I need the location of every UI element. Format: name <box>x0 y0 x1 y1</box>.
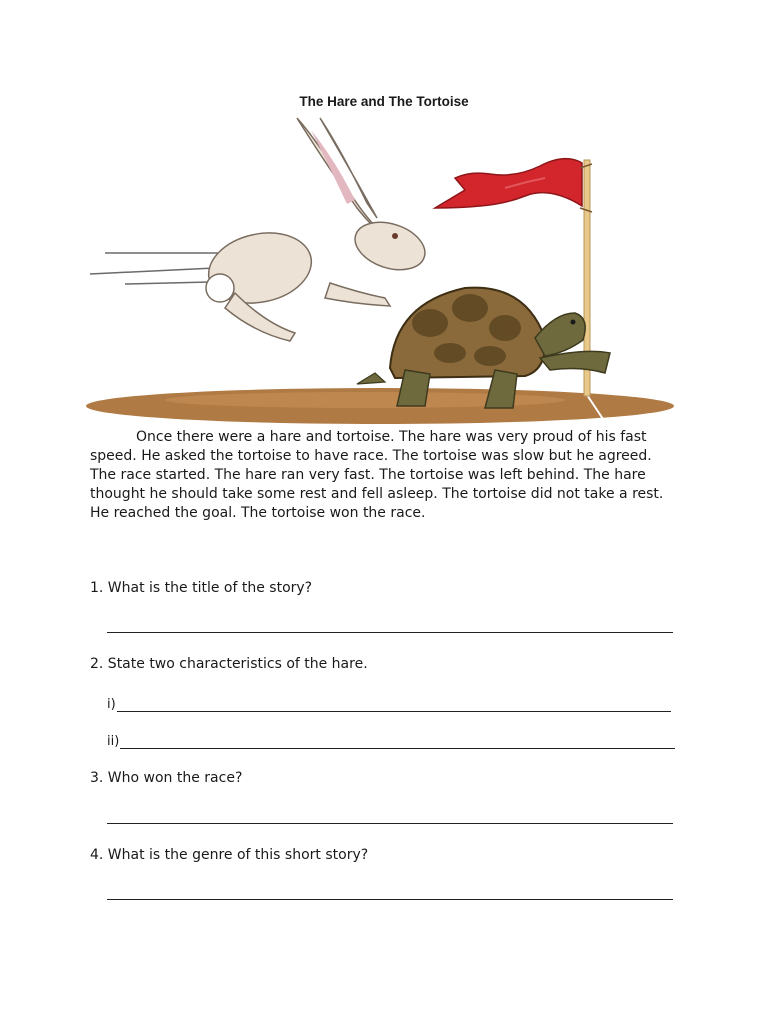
race-illustration <box>85 108 685 428</box>
question-3: 3. Who won the race? <box>90 770 243 786</box>
answer-row-2-ii <box>107 734 675 749</box>
answer-line-2-ii[interactable] <box>120 736 675 749</box>
sub-label: i) <box>107 697 116 712</box>
story-line: Once there were a hare and tortoise. The hare was very proud of his fast <box>136 429 647 445</box>
answer-line-2-i[interactable] <box>117 699 671 712</box>
question-2: 2. State two characteristics of the hare. <box>90 656 368 672</box>
story-line: The race started. The hare ran very fast. The tortoise was left behind. The hare <box>90 467 646 483</box>
hare-icon <box>202 118 431 341</box>
question-1: 1. What is the title of the story? <box>90 580 313 596</box>
sub-label: ii) <box>107 734 120 749</box>
story-line: thought he should take some rest and fell asleep. The tortoise did not take a rest. <box>90 486 664 502</box>
story-line: He reached the goal. The tortoise won the race. <box>90 505 426 521</box>
question-4: 4. What is the genre of this short story? <box>90 847 369 863</box>
speed-lines-icon <box>90 253 220 284</box>
answer-line-1[interactable] <box>107 632 673 633</box>
answer-row-2-i <box>107 697 671 712</box>
answer-line-3[interactable] <box>107 823 673 824</box>
story-title: The Hare and The Tortoise <box>299 94 469 109</box>
answer-line-4[interactable] <box>107 899 673 900</box>
story-paragraph <box>90 428 686 523</box>
story-line: speed. He asked the tortoise to have race. The tortoise was slow but he agreed. <box>90 448 652 464</box>
